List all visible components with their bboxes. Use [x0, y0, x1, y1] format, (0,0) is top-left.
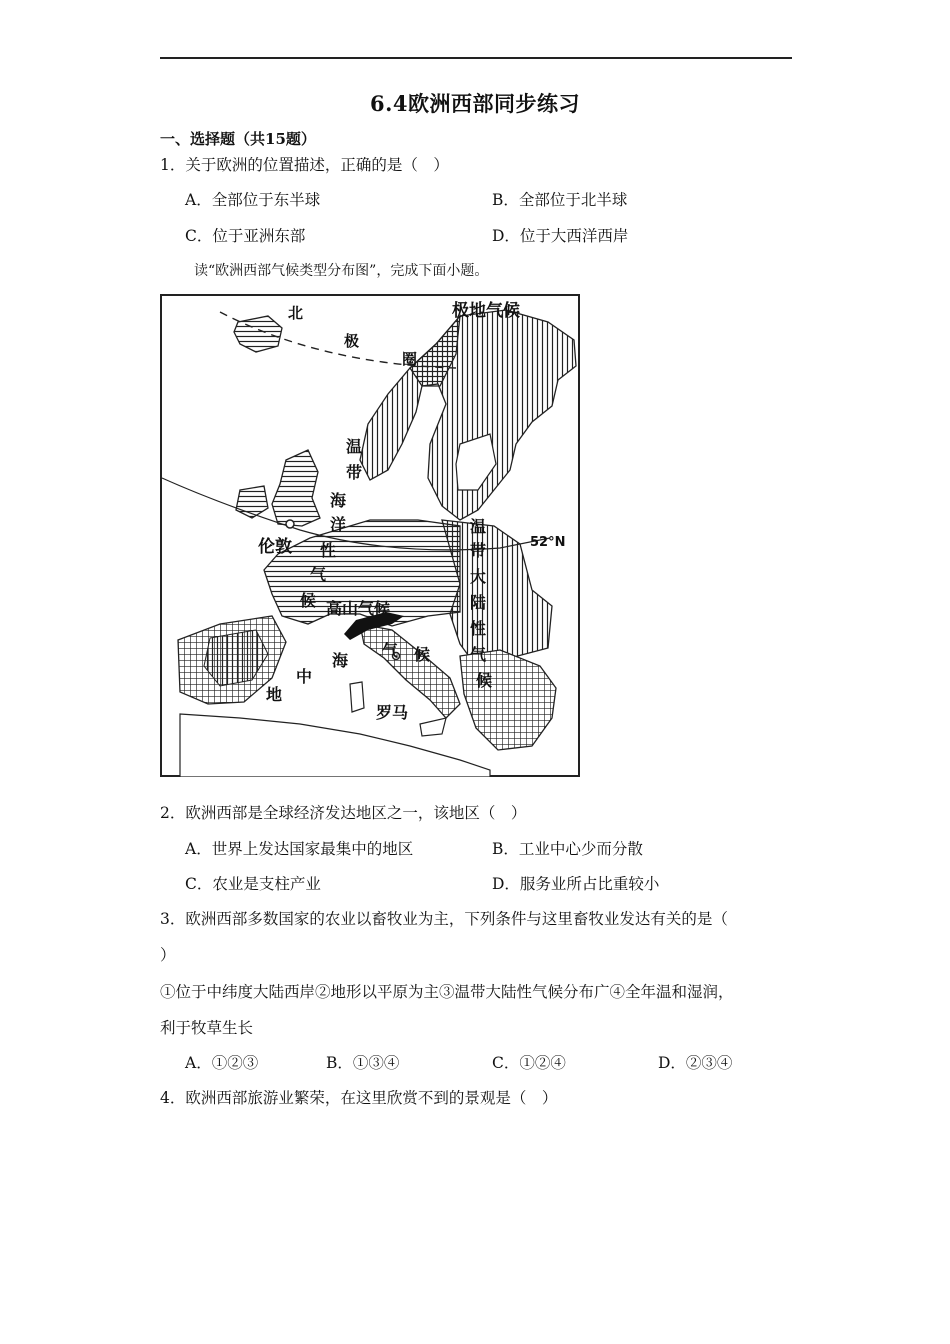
q1-option-c: C．位于亚洲东部: [185, 227, 306, 245]
med-label-1: 中: [296, 667, 313, 686]
continental-label-2: 带: [470, 541, 487, 560]
continental-label-1: 温: [470, 517, 487, 536]
q1-option-a: A．全部位于东半球: [185, 191, 321, 209]
maritime-label-1: 温: [346, 437, 363, 456]
q3-option-a: A．①②③: [185, 1054, 259, 1072]
q1-stem: 1．关于欧洲的位置描述，正确的是（ ）: [160, 156, 449, 174]
maritime-label-3: 海: [330, 491, 347, 510]
continental-label-4: 陆: [470, 593, 487, 612]
sardinia-shape: [350, 682, 364, 712]
arctic-label-3: 圈: [402, 350, 418, 368]
q1-option-d: D．位于大西洋西岸: [492, 227, 629, 245]
q2-option-a: A．世界上发达国家最集中的地区: [185, 840, 414, 858]
med-label-2: 地: [266, 685, 283, 704]
lat-label: 52°N: [530, 535, 566, 550]
continental-label-3: 大: [470, 567, 487, 586]
london-marker: [286, 520, 294, 528]
continental-label-6: 气: [470, 645, 487, 664]
q2-stem: 2．欧洲西部是全球经济发达地区之一，该地区（ ）: [160, 804, 527, 822]
maritime-label-4: 洋: [330, 515, 347, 534]
q3-option-b: B．①③④: [326, 1054, 400, 1072]
q3-conditions-line1: ①位于中纬度大陆西岸②地形以平原为主③温带大陆性气候分布广④全年温和湿润，: [160, 983, 734, 1001]
maritime-label-2: 带: [346, 463, 363, 482]
page-title: 6.4欧洲西部同步练习: [369, 91, 581, 116]
q1-option-b: B．全部位于北半球: [492, 191, 628, 209]
q3-option-c: C．①②④: [492, 1054, 566, 1072]
maritime-label-5: 性: [320, 541, 337, 560]
maritime-label-7: 候: [300, 591, 317, 610]
continental-label-5: 性: [470, 619, 487, 638]
alpine-label: 高山气候: [326, 599, 391, 618]
q2-option-b: B．工业中心少而分散: [492, 840, 643, 858]
med-label-4: 气: [382, 641, 399, 660]
q2-option-d: D．服务业所占比重较小: [492, 875, 660, 893]
arctic-label-1: 北: [288, 304, 304, 322]
rome-label: 罗马: [376, 703, 409, 722]
q3-stem-line1: 3．欧洲西部多数国家的农业以畜牧业为主，下列条件与这里畜牧业发达有关的是（: [160, 910, 728, 928]
med-label-3: 海: [332, 651, 349, 670]
med-label-5: 候: [414, 645, 431, 664]
q3-stem-line2: ）: [160, 946, 176, 964]
europe-climate-map: [160, 294, 580, 777]
q3-option-d: D．②③④: [658, 1054, 733, 1072]
continental-label-7: 候: [476, 671, 493, 690]
polar-label: 极地气候: [452, 301, 520, 321]
section-heading: 一、选择题（共15题）: [160, 130, 316, 148]
q3-conditions-line2: 利于牧草生长: [160, 1019, 254, 1037]
reading-intro: 读“欧洲西部气候类型分布图”，完成下面小题。: [194, 263, 489, 279]
maritime-label-6: 气: [310, 565, 327, 584]
arctic-label-2: 极: [344, 332, 360, 350]
london-label: 伦敦: [258, 537, 292, 557]
header-rule: [160, 57, 792, 59]
q2-option-c: C．农业是支柱产业: [185, 875, 321, 893]
q4-stem: 4．欧洲西部旅游业繁荣，在这里欣赏不到的景观是（ ）: [160, 1089, 558, 1107]
